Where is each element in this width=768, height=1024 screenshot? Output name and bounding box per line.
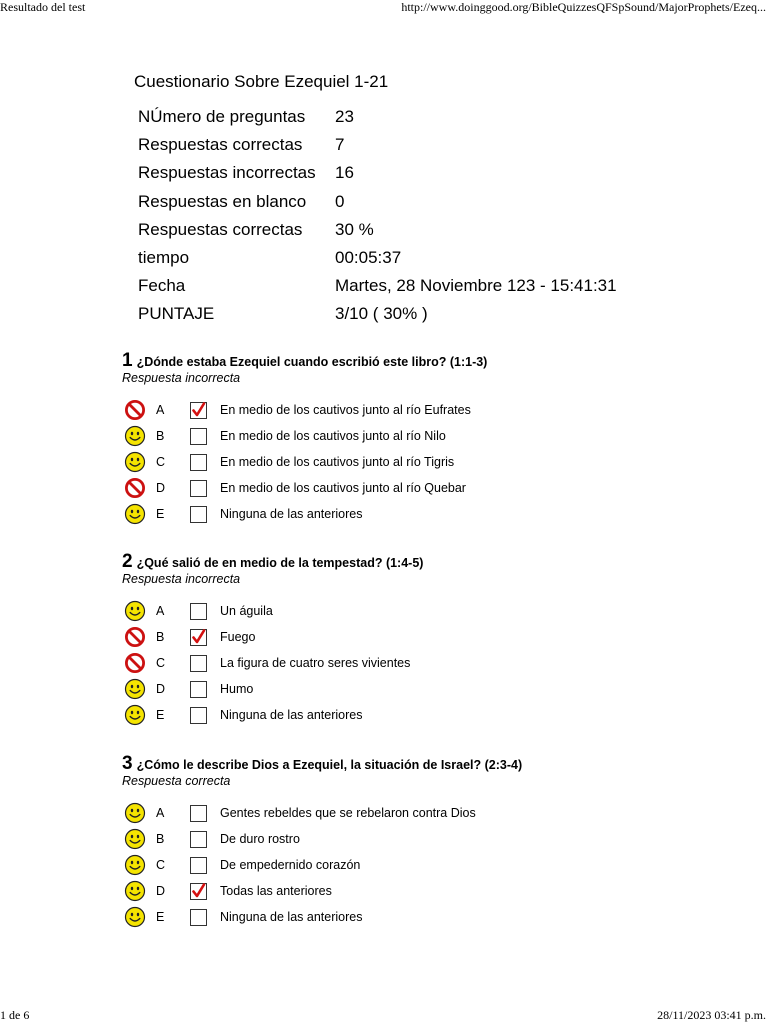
answer-checkbox[interactable] [190,681,207,698]
answer-row [122,801,722,827]
answer-letter: E [156,708,165,722]
answer-checkbox[interactable] [190,857,207,874]
answer-list [122,398,722,528]
summary-value: 30 % [335,219,374,239]
summary-label: tiempo [138,248,190,268]
summary-row [138,244,617,272]
smiley-icon [124,802,146,824]
page-title: Resultado del test [0,0,86,14]
summary-value: 00:05:37 [335,248,402,268]
summary-label: Respuestas incorrectas [138,163,316,183]
answer-checkbox[interactable] [190,831,207,848]
answer-text: De empedernido corazón [220,858,361,872]
answer-text: Ninguna de las anteriores [220,910,363,924]
question-3 [122,753,722,924]
answer-checkbox[interactable] [190,805,207,822]
summary-label: Respuestas correctas [138,135,303,155]
answer-row [122,599,722,625]
answer-row [122,424,722,450]
answer-letter: E [156,507,165,521]
no-icon [124,477,146,499]
answer-row [122,827,722,853]
no-icon [124,652,146,674]
smiley-icon [124,600,146,622]
summary-label: PUNTAJE [138,304,215,324]
question-number: 3 [122,753,133,774]
summary-table [138,103,617,329]
smiley-icon [124,906,146,928]
answer-letter: A [156,403,165,417]
answer-letter: D [156,481,166,495]
smiley-icon [124,425,146,447]
answer-letter: D [156,884,166,898]
answer-text: En medio de los cautivos junto al río Nilo [220,429,446,443]
page-url[interactable]: http://www.doinggood.org/BibleQuizzesQFSpSound/MajorProphets/Ezeq... [401,0,766,14]
page-counter: 1 de 6 [0,1008,30,1022]
summary-row [138,103,617,131]
checked-checkbox[interactable] [190,402,207,419]
answer-letter: B [156,630,165,644]
summary-value: 23 [335,107,354,127]
answer-checkbox[interactable] [190,603,207,620]
answer-letter: B [156,832,165,846]
answer-checkbox[interactable] [190,707,207,724]
question-text: ¿Cómo le describe Dios a Ezequiel, la situación de Israel? (2:3-4) [136,758,523,772]
answer-checkbox[interactable] [190,909,207,926]
answer-row [122,625,722,651]
answer-checkbox[interactable] [190,428,207,445]
answer-checkbox[interactable] [190,506,207,523]
question-number: 2 [122,551,133,572]
no-icon [124,399,146,421]
summary-label: Respuestas en blanco [138,191,307,211]
question-text: ¿Dónde estaba Ezequiel cuando escribió este libro? (1:1-3) [136,355,488,369]
answer-letter: C [156,858,166,872]
smiley-icon [124,828,146,850]
answer-text: Ninguna de las anteriores [220,507,363,521]
smiley-icon [124,880,146,902]
answer-letter: C [156,455,166,469]
print-datetime: 28/11/2023 03:41 p.m. [657,1008,766,1022]
summary-row [138,159,617,187]
answer-text: Todas las anteriores [220,884,332,898]
answer-text: Fuego [220,630,256,644]
smiley-icon [124,704,146,726]
answer-row [122,651,722,677]
no-icon [124,626,146,648]
quiz-title: Cuestionario Sobre Ezequiel 1-21 [134,72,389,91]
answer-row [122,398,722,424]
answer-text: Ninguna de las anteriores [220,708,363,722]
answer-letter: A [156,806,165,820]
question-2 [122,551,722,722]
answer-text: En medio de los cautivos junto al río Tigris [220,455,455,469]
answer-row [122,677,722,703]
summary-label: Fecha [138,276,186,296]
answer-row [122,476,722,502]
answer-text: Un águila [220,604,273,618]
summary-row [138,188,617,216]
answer-row [122,905,722,931]
answer-text: Humo [220,682,254,696]
answer-text: De duro rostro [220,832,300,846]
checked-checkbox[interactable] [190,629,207,646]
summary-row [138,272,617,300]
answer-row [122,450,722,476]
answer-letter: A [156,604,165,618]
smiley-icon [124,678,146,700]
summary-label: Respuestas correctas [138,219,303,239]
question-number: 1 [122,350,133,371]
smiley-icon [124,854,146,876]
print-header [0,0,768,16]
summary-label: NÚmero de preguntas [138,107,306,127]
answer-row [122,853,722,879]
summary-row [138,131,617,159]
answer-checkbox[interactable] [190,480,207,497]
smiley-icon [124,451,146,473]
answer-letter: E [156,910,165,924]
print-footer [0,1008,768,1024]
answer-row [122,879,722,905]
answer-list [122,599,722,729]
question-result: Respuesta correcta [122,774,231,788]
answer-row [122,703,722,729]
summary-row [138,216,617,244]
answer-list [122,801,722,931]
answer-row [122,502,722,528]
answer-text: Gentes rebeldes que se rebelaron contra Dios [220,806,476,820]
answer-letter: C [156,656,166,670]
answer-text: En medio de los cautivos junto al río Eufrates [220,403,471,417]
summary-row [138,300,617,328]
smiley-icon [124,503,146,525]
question-text: ¿Qué salió de en medio de la tempestad? (1:4-5) [136,556,424,570]
summary-value: 16 [335,163,354,183]
summary-value: 7 [335,135,345,155]
answer-text: La figura de cuatro seres vivientes [220,656,411,670]
question-result: Respuesta incorrecta [122,572,241,586]
question-1 [122,350,722,521]
summary-value: Martes, 28 Noviembre 123 - 15:41:31 [335,276,617,296]
question-result: Respuesta incorrecta [122,371,241,385]
answer-text: En medio de los cautivos junto al río Quebar [220,481,466,495]
summary-value: 0 [335,191,345,211]
answer-letter: B [156,429,165,443]
answer-checkbox[interactable] [190,454,207,471]
answer-letter: D [156,682,166,696]
answer-checkbox[interactable] [190,655,207,672]
summary-value: 3/10 ( 30% ) [335,304,428,324]
checked-checkbox[interactable] [190,883,207,900]
